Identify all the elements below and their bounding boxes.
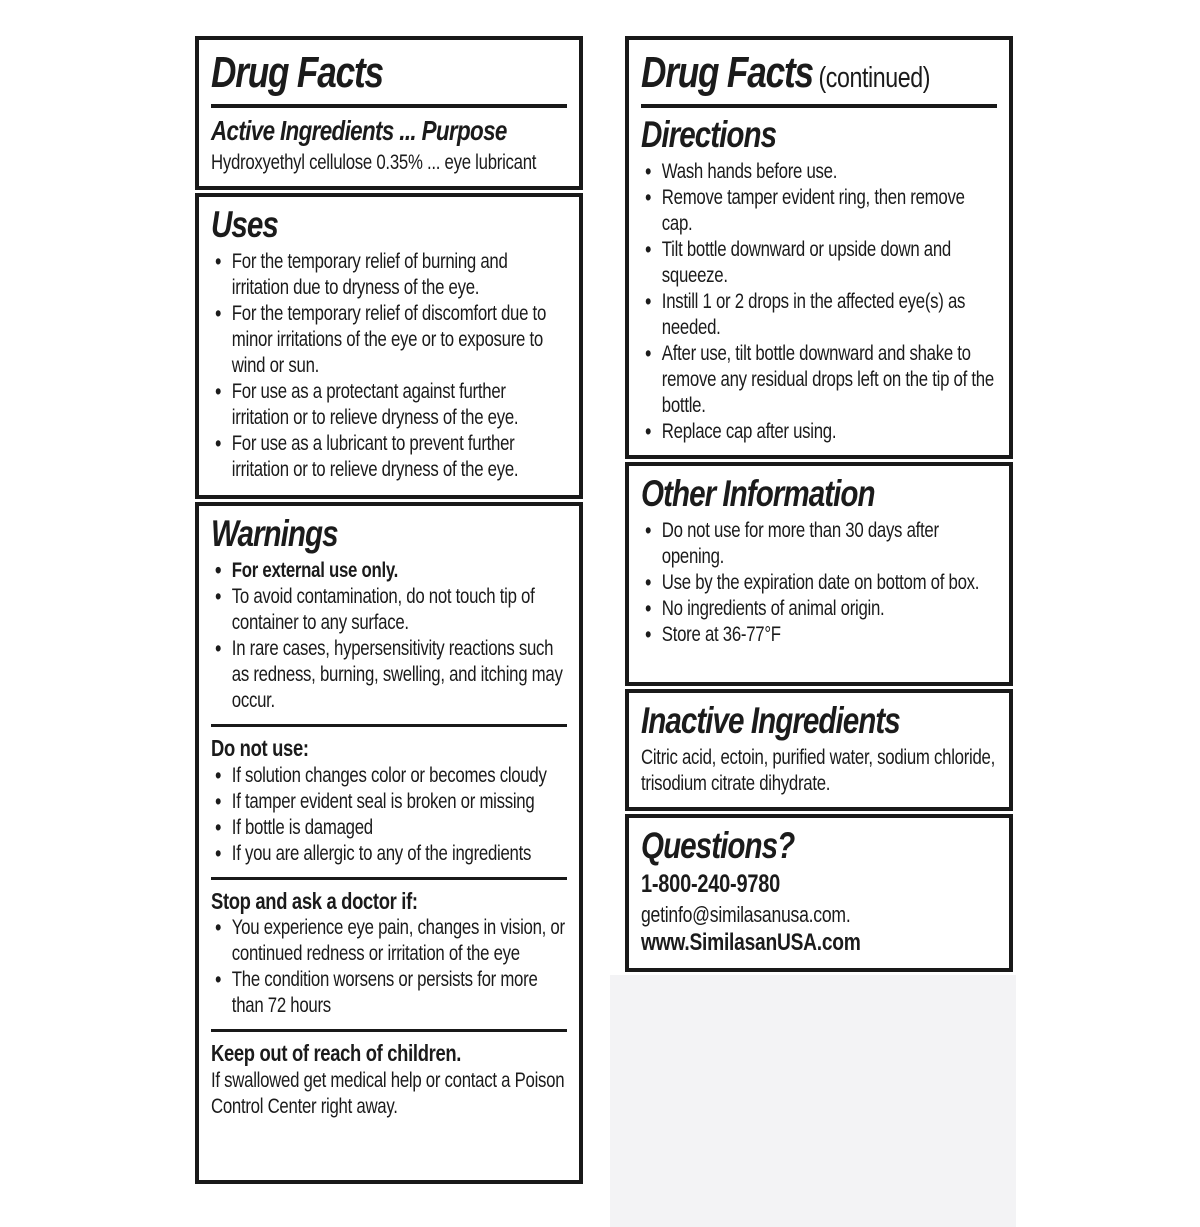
continued-suffix: (continued)	[818, 62, 931, 94]
stop-ask-doctor-heading: Stop and ask a doctor if:	[211, 887, 418, 914]
uses-bullet: • For the temporary relief of burning and irritation due to dryness of the eye.	[211, 249, 567, 301]
divider	[641, 104, 997, 108]
panel-warnings	[195, 502, 583, 1184]
drug-facts-continued-title	[641, 48, 997, 96]
active-ingredient-value: Hydroxyethyl cellulose 0.35% ... eye lubricant	[211, 151, 537, 175]
warnings-bullet: • To avoid contamination, do not touch tip of container to any surface.	[211, 584, 567, 636]
unprinted-label-area	[610, 975, 1016, 1227]
directions-bullet: • Instill 1 or 2 drops in the affected eye(s) as needed.	[641, 289, 997, 341]
label-column-right	[625, 36, 1013, 1227]
stop-ask-doctor-bullet: • You experience eye pain, changes in vision, or continued redness or irritation of the eye	[211, 915, 567, 967]
directions-bullet: • Wash hands before use.	[641, 159, 997, 185]
warnings-heading: Warnings	[211, 513, 338, 555]
keep-out-of-reach-heading: Keep out of reach of children.	[211, 1040, 462, 1067]
questions-email: getinfo@similasanusa.com.	[641, 901, 851, 927]
directions-bullet: • After use, tilt bottle downward and shake to remove any residual drops left on the tip of the bottle.	[641, 341, 997, 419]
stop-ask-doctor-bullet: • The condition worsens or persists for more than 72 hours	[211, 967, 567, 1019]
do-not-use-bullet: • If you are allergic to any of the ingredients	[211, 841, 567, 867]
directions-list	[641, 159, 997, 445]
directions-bullet: • Replace cap after using.	[641, 419, 997, 445]
drug-facts-title: Drug Facts	[211, 48, 383, 97]
questions-website: www.SimilasanUSA.com	[641, 929, 861, 956]
uses-heading: Uses	[211, 204, 278, 246]
uses-bullet: • For use as a lubricant to prevent further irritation or to relieve dryness of the eye.	[211, 431, 567, 483]
panel-uses	[195, 193, 583, 499]
questions-phone: 1-800-240-9780	[641, 870, 780, 899]
uses-bullet: • For use as a protectant against further irritation or to relieve dryness of the eye.	[211, 379, 567, 431]
active-ingredients-heading: Active Ingredients ... Purpose	[211, 115, 507, 147]
warnings-list	[211, 558, 567, 714]
panel-drug-facts-continued	[625, 36, 1013, 459]
warnings-bullet: • In rare cases, hypersensitivity reactions such as redness, burning, swelling, and itching may occur.	[211, 636, 567, 714]
directions-bullet: • Remove tamper evident ring, then remove cap.	[641, 185, 997, 237]
keep-out-of-reach-section	[211, 1029, 567, 1120]
uses-list	[211, 249, 567, 483]
stop-ask-doctor-section	[211, 877, 567, 1020]
do-not-use-section	[211, 724, 567, 867]
directions-heading: Directions	[641, 114, 777, 156]
other-information-heading: Other Information	[641, 472, 875, 514]
keep-out-of-reach-text: If swallowed get medical help or contact a Poison Control Center right away.	[211, 1069, 565, 1119]
uses-bullet: • For the temporary relief of discomfort due to minor irritations of the eye or to exposure to wind or sun.	[211, 301, 567, 379]
stop-ask-doctor-list	[211, 915, 567, 1019]
warnings-bullet: • For external use only.	[211, 558, 567, 584]
divider	[211, 104, 567, 108]
do-not-use-bullet: • If tamper evident seal is broken or missing	[211, 789, 567, 815]
questions-heading: Questions?	[641, 824, 795, 866]
label-column-left	[195, 36, 583, 1187]
other-information-bullet: • Store at 36-77°F	[641, 622, 997, 648]
other-information-list	[641, 518, 997, 648]
panel-questions	[625, 814, 1013, 972]
directions-bullet: • Tilt bottle downward or upside down and squeeze.	[641, 237, 997, 289]
do-not-use-heading: Do not use:	[211, 734, 309, 761]
inactive-ingredients-heading: Inactive Ingredients	[641, 699, 900, 741]
other-information-bullet: • No ingredients of animal origin.	[641, 596, 997, 622]
other-information-bullet: • Use by the expiration date on bottom of box.	[641, 570, 997, 596]
do-not-use-bullet: • If bottle is damaged	[211, 815, 567, 841]
panel-inactive-ingredients	[625, 689, 1013, 811]
panel-other-information	[625, 462, 1013, 686]
inactive-ingredients-text: Citric acid, ectoin, purified water, sodium chloride, trisodium citrate dihydrate.	[641, 745, 995, 795]
panel-drug-facts	[195, 36, 583, 190]
drug-facts-title-text: Drug Facts	[641, 48, 813, 97]
other-information-bullet: • Do not use for more than 30 days after opening.	[641, 518, 997, 570]
do-not-use-bullet: • If solution changes color or becomes cloudy	[211, 763, 567, 789]
do-not-use-list	[211, 763, 567, 867]
